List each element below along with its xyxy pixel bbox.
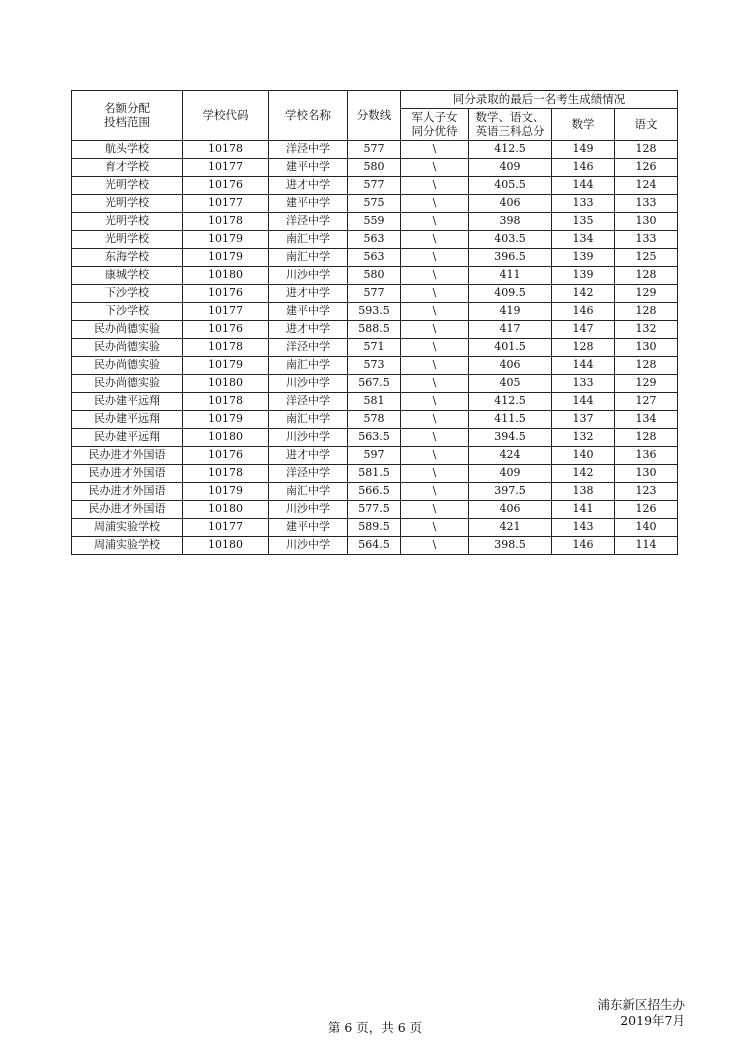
cell-code: 10180 <box>183 537 269 555</box>
cell-score: 577 <box>348 141 401 159</box>
cell-code: 10180 <box>183 267 269 285</box>
cell-math: 146 <box>552 537 615 555</box>
cell-code: 10178 <box>183 141 269 159</box>
cell-chinese: 130 <box>615 465 678 483</box>
cell-scope: 周浦实验学校 <box>72 537 183 555</box>
cell-score: 577 <box>348 177 401 195</box>
cell-code: 10176 <box>183 321 269 339</box>
cell-math: 133 <box>552 375 615 393</box>
cell-chinese: 126 <box>615 159 678 177</box>
cell-score: 575 <box>348 195 401 213</box>
cell-military: \ <box>401 339 469 357</box>
cell-score: 567.5 <box>348 375 401 393</box>
footer-signature <box>597 997 685 1028</box>
admission-score-table <box>71 90 678 555</box>
cell-total: 419 <box>469 303 552 321</box>
cell-score: 588.5 <box>348 321 401 339</box>
table-row <box>72 339 678 357</box>
cell-math: 142 <box>552 465 615 483</box>
table-row <box>72 195 678 213</box>
table-row <box>72 249 678 267</box>
cell-chinese: 128 <box>615 303 678 321</box>
cell-scope: 光明学校 <box>72 213 183 231</box>
header-scope: 名额分配 投档范围 <box>72 91 183 141</box>
cell-name: 川沙中学 <box>269 501 348 519</box>
cell-score: 566.5 <box>348 483 401 501</box>
cell-chinese: 127 <box>615 393 678 411</box>
cell-scope: 康城学校 <box>72 267 183 285</box>
cell-chinese: 123 <box>615 483 678 501</box>
cell-score: 581.5 <box>348 465 401 483</box>
cell-score: 577 <box>348 285 401 303</box>
cell-score: 573 <box>348 357 401 375</box>
cell-name: 川沙中学 <box>269 429 348 447</box>
cell-name: 建平中学 <box>269 519 348 537</box>
cell-code: 10179 <box>183 411 269 429</box>
table-row <box>72 213 678 231</box>
cell-scope: 光明学校 <box>72 195 183 213</box>
header-military-priority: 军人子女 同分优待 <box>401 109 469 141</box>
cell-scope: 民办进才外国语 <box>72 501 183 519</box>
issuing-office: 浦东新区招生办 <box>597 997 685 1012</box>
cell-name: 南汇中学 <box>269 357 348 375</box>
cell-chinese: 130 <box>615 213 678 231</box>
table-row <box>72 483 678 501</box>
cell-military: \ <box>401 501 469 519</box>
cell-code: 10177 <box>183 303 269 321</box>
cell-military: \ <box>401 159 469 177</box>
cell-scope: 光明学校 <box>72 231 183 249</box>
cell-score: 580 <box>348 267 401 285</box>
cell-scope: 民办进才外国语 <box>72 483 183 501</box>
cell-score: 559 <box>348 213 401 231</box>
cell-total: 411.5 <box>469 411 552 429</box>
cell-military: \ <box>401 321 469 339</box>
cell-name: 进才中学 <box>269 447 348 465</box>
cell-chinese: 136 <box>615 447 678 465</box>
cell-military: \ <box>401 213 469 231</box>
table-row <box>72 321 678 339</box>
cell-chinese: 124 <box>615 177 678 195</box>
cell-math: 144 <box>552 393 615 411</box>
cell-math: 149 <box>552 141 615 159</box>
cell-code: 10180 <box>183 429 269 447</box>
cell-total: 406 <box>469 195 552 213</box>
cell-total: 394.5 <box>469 429 552 447</box>
cell-military: \ <box>401 393 469 411</box>
cell-total: 398 <box>469 213 552 231</box>
cell-scope: 下沙学校 <box>72 285 183 303</box>
cell-code: 10177 <box>183 159 269 177</box>
cell-math: 137 <box>552 411 615 429</box>
header-tie-group: 同分录取的最后一名考生成绩情况 <box>401 91 678 109</box>
cell-math: 144 <box>552 177 615 195</box>
cell-military: \ <box>401 285 469 303</box>
cell-chinese: 134 <box>615 411 678 429</box>
header-score-line: 分数线 <box>348 91 401 141</box>
table-row <box>72 447 678 465</box>
cell-score: 580 <box>348 159 401 177</box>
cell-scope: 民办进才外国语 <box>72 465 183 483</box>
cell-name: 建平中学 <box>269 195 348 213</box>
cell-code: 10176 <box>183 177 269 195</box>
header-school-name: 学校名称 <box>269 91 348 141</box>
cell-military: \ <box>401 357 469 375</box>
cell-military: \ <box>401 483 469 501</box>
cell-scope: 周浦实验学校 <box>72 519 183 537</box>
cell-code: 10179 <box>183 249 269 267</box>
cell-math: 133 <box>552 195 615 213</box>
table-row <box>72 303 678 321</box>
cell-total: 409 <box>469 465 552 483</box>
cell-total: 406 <box>469 501 552 519</box>
cell-math: 144 <box>552 357 615 375</box>
cell-name: 建平中学 <box>269 303 348 321</box>
cell-scope: 民办进才外国语 <box>72 447 183 465</box>
cell-total: 403.5 <box>469 231 552 249</box>
table-row <box>72 267 678 285</box>
issue-date: 2019年7月 <box>620 1012 685 1028</box>
cell-chinese: 133 <box>615 231 678 249</box>
cell-code: 10179 <box>183 231 269 249</box>
header-three-subject-total: 数学、语文、 英语三科总分 <box>469 109 552 141</box>
cell-chinese: 125 <box>615 249 678 267</box>
cell-code: 10179 <box>183 357 269 375</box>
cell-scope: 民办建平远翔 <box>72 411 183 429</box>
page-number: 第 6 页，共 6 页 <box>327 1020 423 1035</box>
cell-name: 南汇中学 <box>269 411 348 429</box>
table-header <box>72 91 678 141</box>
table-row <box>72 159 678 177</box>
cell-name: 进才中学 <box>269 177 348 195</box>
table-row <box>72 231 678 249</box>
cell-name: 南汇中学 <box>269 483 348 501</box>
cell-chinese: 130 <box>615 339 678 357</box>
cell-name: 南汇中学 <box>269 249 348 267</box>
cell-total: 401.5 <box>469 339 552 357</box>
cell-military: \ <box>401 429 469 447</box>
header-school-code: 学校代码 <box>183 91 269 141</box>
cell-chinese: 132 <box>615 321 678 339</box>
cell-scope: 民办尚德实验 <box>72 357 183 375</box>
table-row <box>72 393 678 411</box>
cell-scope: 育才学校 <box>72 159 183 177</box>
cell-scope: 航头学校 <box>72 141 183 159</box>
cell-code: 10177 <box>183 195 269 213</box>
cell-military: \ <box>401 465 469 483</box>
cell-military: \ <box>401 411 469 429</box>
cell-chinese: 128 <box>615 141 678 159</box>
cell-code: 10178 <box>183 339 269 357</box>
cell-math: 132 <box>552 429 615 447</box>
cell-scope: 东海学校 <box>72 249 183 267</box>
cell-score: 593.5 <box>348 303 401 321</box>
cell-total: 409.5 <box>469 285 552 303</box>
cell-chinese: 114 <box>615 537 678 555</box>
cell-military: \ <box>401 177 469 195</box>
cell-math: 139 <box>552 267 615 285</box>
cell-score: 563 <box>348 231 401 249</box>
header-math: 数学 <box>552 109 615 141</box>
cell-math: 139 <box>552 249 615 267</box>
cell-total: 409 <box>469 159 552 177</box>
cell-chinese: 128 <box>615 357 678 375</box>
cell-code: 10178 <box>183 393 269 411</box>
cell-score: 563.5 <box>348 429 401 447</box>
cell-military: \ <box>401 519 469 537</box>
cell-score: 578 <box>348 411 401 429</box>
cell-total: 405.5 <box>469 177 552 195</box>
cell-score: 581 <box>348 393 401 411</box>
table-row <box>72 465 678 483</box>
cell-name: 建平中学 <box>269 159 348 177</box>
cell-military: \ <box>401 195 469 213</box>
cell-name: 进才中学 <box>269 285 348 303</box>
table-row <box>72 177 678 195</box>
cell-scope: 民办尚德实验 <box>72 339 183 357</box>
cell-scope: 民办建平远翔 <box>72 429 183 447</box>
cell-name: 洋泾中学 <box>269 393 348 411</box>
cell-total: 411 <box>469 267 552 285</box>
cell-military: \ <box>401 447 469 465</box>
cell-score: 571 <box>348 339 401 357</box>
cell-score: 563 <box>348 249 401 267</box>
cell-math: 146 <box>552 159 615 177</box>
cell-math: 138 <box>552 483 615 501</box>
table-row <box>72 285 678 303</box>
cell-total: 417 <box>469 321 552 339</box>
cell-score: 564.5 <box>348 537 401 555</box>
cell-military: \ <box>401 303 469 321</box>
cell-name: 洋泾中学 <box>269 141 348 159</box>
cell-chinese: 140 <box>615 519 678 537</box>
cell-name: 洋泾中学 <box>269 339 348 357</box>
cell-code: 10176 <box>183 447 269 465</box>
cell-math: 142 <box>552 285 615 303</box>
cell-math: 135 <box>552 213 615 231</box>
cell-math: 147 <box>552 321 615 339</box>
cell-name: 进才中学 <box>269 321 348 339</box>
table-row <box>72 501 678 519</box>
cell-military: \ <box>401 141 469 159</box>
cell-military: \ <box>401 231 469 249</box>
table-body <box>72 141 678 555</box>
cell-name: 川沙中学 <box>269 375 348 393</box>
cell-total: 421 <box>469 519 552 537</box>
cell-total: 405 <box>469 375 552 393</box>
cell-name: 洋泾中学 <box>269 213 348 231</box>
cell-total: 396.5 <box>469 249 552 267</box>
cell-code: 10177 <box>183 519 269 537</box>
cell-code: 10180 <box>183 375 269 393</box>
table-row <box>72 429 678 447</box>
cell-math: 134 <box>552 231 615 249</box>
cell-military: \ <box>401 249 469 267</box>
cell-name: 洋泾中学 <box>269 465 348 483</box>
header-chinese: 语文 <box>615 109 678 141</box>
cell-scope: 民办尚德实验 <box>72 375 183 393</box>
cell-math: 140 <box>552 447 615 465</box>
cell-total: 412.5 <box>469 393 552 411</box>
cell-scope: 民办建平远翔 <box>72 393 183 411</box>
table-row <box>72 411 678 429</box>
cell-code: 10178 <box>183 465 269 483</box>
cell-chinese: 126 <box>615 501 678 519</box>
table-row <box>72 375 678 393</box>
cell-scope: 民办尚德实验 <box>72 321 183 339</box>
cell-code: 10176 <box>183 285 269 303</box>
cell-total: 424 <box>469 447 552 465</box>
cell-total: 397.5 <box>469 483 552 501</box>
cell-name: 川沙中学 <box>269 267 348 285</box>
cell-code: 10178 <box>183 213 269 231</box>
cell-name: 川沙中学 <box>269 537 348 555</box>
cell-chinese: 129 <box>615 285 678 303</box>
cell-code: 10180 <box>183 501 269 519</box>
cell-military: \ <box>401 537 469 555</box>
table-row <box>72 357 678 375</box>
table-row <box>72 537 678 555</box>
cell-score: 597 <box>348 447 401 465</box>
table-row <box>72 519 678 537</box>
cell-total: 412.5 <box>469 141 552 159</box>
cell-military: \ <box>401 375 469 393</box>
cell-total: 406 <box>469 357 552 375</box>
cell-chinese: 129 <box>615 375 678 393</box>
cell-military: \ <box>401 267 469 285</box>
table-row <box>72 141 678 159</box>
cell-scope: 下沙学校 <box>72 303 183 321</box>
cell-code: 10179 <box>183 483 269 501</box>
cell-chinese: 128 <box>615 429 678 447</box>
cell-math: 128 <box>552 339 615 357</box>
cell-score: 577.5 <box>348 501 401 519</box>
cell-math: 143 <box>552 519 615 537</box>
cell-chinese: 128 <box>615 267 678 285</box>
cell-total: 398.5 <box>469 537 552 555</box>
cell-chinese: 133 <box>615 195 678 213</box>
cell-math: 146 <box>552 303 615 321</box>
cell-scope: 光明学校 <box>72 177 183 195</box>
cell-score: 589.5 <box>348 519 401 537</box>
cell-name: 南汇中学 <box>269 231 348 249</box>
cell-math: 141 <box>552 501 615 519</box>
